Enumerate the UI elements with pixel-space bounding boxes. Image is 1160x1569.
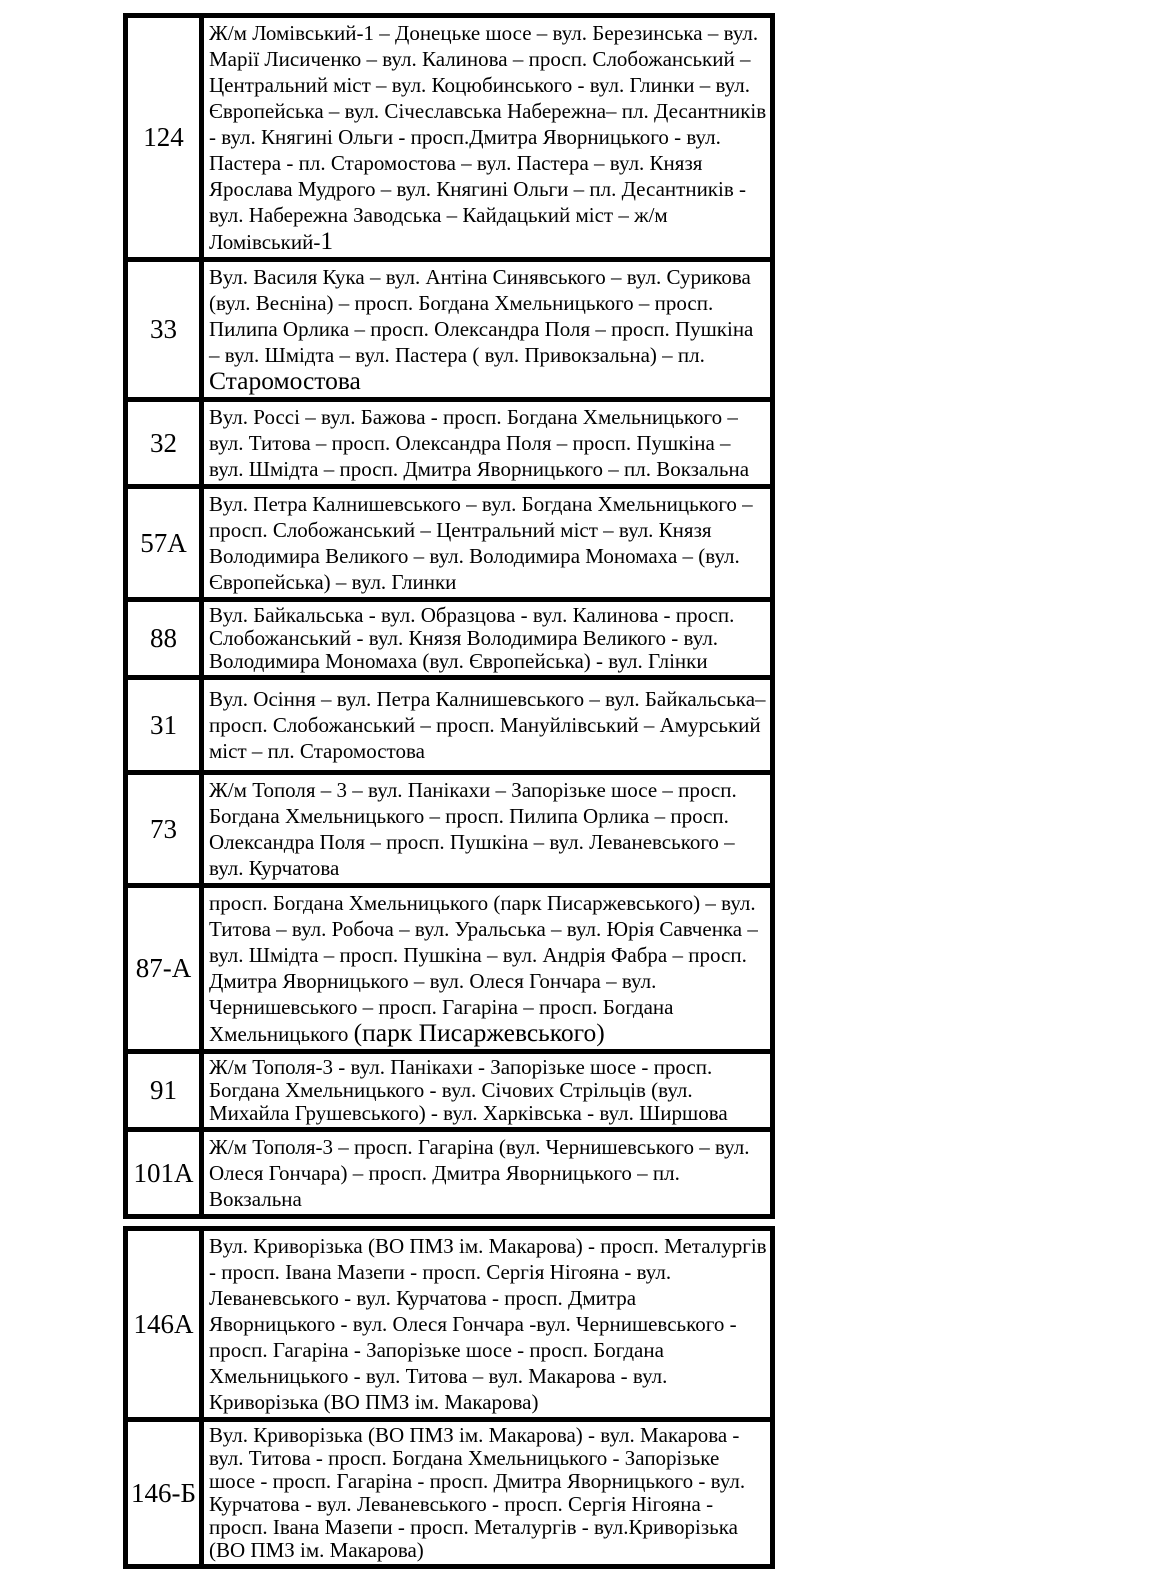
route-description-segment: просп. Богдана Хмельницького (парк Писаржевського) – вул. Титова – вул. Робоча – вул. Уральська – вул. Юрія Савченка – вул. Шмідта – просп. Пушкіна – вул. Андрія Фабра – просп. Дмитра Яворницького – вул. Олеся Гончара – вул. Чернишевського – просп. Гагаріна – просп. Богдана Хмельницького xyxy=(209,891,758,1046)
route-description-segment: Вул. Осіння – вул. Петра Калнишевського – вул. Байкальська– просп. Слобожанський – просп. Мануйлівський – Амурський міст – пл. Старомостова xyxy=(209,687,766,763)
table-row xyxy=(126,1229,773,1420)
route-description xyxy=(202,886,773,1052)
route-description xyxy=(202,773,773,886)
route-description xyxy=(202,678,773,773)
route-number: 87-А xyxy=(126,886,202,1052)
table-row xyxy=(126,487,773,600)
route-description-segment: Ж/м Тополя-3 - вул. Панікахи - Запорізьке шосе - просп. Богдана Хмельницького - вул. Січових Стрільців (вул. Михайла Грушевського) - вул. Харківська - вул. Ширшова xyxy=(209,1055,728,1125)
route-description xyxy=(202,16,773,260)
route-number: 146-Б xyxy=(126,1420,202,1567)
table-row xyxy=(126,1420,773,1567)
routes-table-upper-body xyxy=(126,16,773,1217)
route-description-large-segment: Старомостова xyxy=(209,366,361,395)
table-row xyxy=(126,1052,773,1130)
route-description-segment: Вул. Петра Калнишевського – вул. Богдана Хмельницького – просп. Слобожанський – Центральний міст – вул. Князя Володимира Великого – вул. Володимира Мономаха – (вул. Європейська) – вул. Глинки xyxy=(209,492,753,594)
routes-table-lower xyxy=(123,1226,775,1569)
table-row xyxy=(126,678,773,773)
route-description-segment: Вул. Байкальська - вул. Образцова - вул. Калинова - просп. Слобожанський - вул. Князя Володимира Великого - вул. Володимира Мономаха (вул. Європейська) - вул. Глінки xyxy=(209,603,735,673)
route-description xyxy=(202,400,773,487)
route-description-segment: Вул. Криворізька (ВО ПМЗ ім. Макарова) - вул. Макарова - вул. Титова - просп. Богдана Хмельницького - Запорізьке шосе - просп. Гагаріна - просп. Дмитра Яворницького - вул. Курчатова - вул. Леваневського - просп. Сергія Нігояна - просп. Івана Мазепи - просп. Металургів - вул.Криворізька (ВО ПМЗ ім. Макарова) xyxy=(209,1423,746,1562)
route-description-segment: Ж/м Ломівський-1 – Донецьке шосе – вул. Березинська – вул. Марії Лисиченко – вул. Калинова – просп. Слобожанський – Центральний міст – вул. Коцюбинського - вул. Глинки – вул. Європейська – вул. Січеславська Набережна– пл. Десантників - вул. Княгині Ольги - просп.Дмитра Яворницького - вул. Пастера - пл. Старомостова – вул. Пастера – вул. Князя Ярослава Мудрого – вул. Княгині Ольги – пл. Десантників - вул. Набережна Заводська – Кайдацький міст – ж/м Ломівський- xyxy=(209,21,767,254)
route-number: 31 xyxy=(126,678,202,773)
route-description xyxy=(202,487,773,600)
route-description xyxy=(202,1052,773,1130)
route-description-segment: Вул. Криворізька (ВО ПМЗ ім. Макарова) - просп. Металургів - просп. Івана Мазепи - просп. Сергія Нігояна - вул. Леваневського - вул. Курчатова - просп. Дмитра Яворницького - вул. Олеся Гончара -вул. Чернишевського - просп. Гагаріна - Запорізьке шосе - просп. Богдана Хмельницького - вул. Титова – вул. Макарова - вул. Криворізька (ВО ПМЗ ім. Макарова) xyxy=(209,1234,767,1414)
table-row xyxy=(126,600,773,678)
route-description-segment: Ж/м Тополя-3 – просп. Гагаріна (вул. Чернишевського – вул. Олеся Гончара) – просп. Дмитра Яворницького – пл. Вокзальна xyxy=(209,1135,750,1211)
route-number: 146А xyxy=(126,1229,202,1420)
route-description-segment: Вул. Василя Кука – вул. Антіна Синявського – вул. Сурикова (вул. Весніна) – просп. Богдана Хмельницького – просп. Пилипа Орлика – просп. Олександра Поля – просп. Пушкіна – вул. Шмідта – вул. Пастера ( вул. Привокзальна) – пл. xyxy=(209,265,754,367)
route-description xyxy=(202,600,773,678)
route-number: 32 xyxy=(126,400,202,487)
route-description xyxy=(202,1130,773,1217)
route-number: 101А xyxy=(126,1130,202,1217)
table-row xyxy=(126,260,773,400)
table-row xyxy=(126,773,773,886)
route-number: 57А xyxy=(126,487,202,600)
route-description-segment: Вул. Россі – вул. Бажова - просп. Богдана Хмельницького – вул. Титова – просп. Олександра Поля – просп. Пушкіна – вул. Шмідта – просп. Дмитра Яворницького – пл. Вокзальна xyxy=(209,405,750,481)
route-number: 88 xyxy=(126,600,202,678)
route-description xyxy=(202,1420,773,1567)
route-description xyxy=(202,260,773,400)
table-row xyxy=(126,16,773,260)
route-number: 73 xyxy=(126,773,202,886)
table-row xyxy=(126,400,773,487)
routes-table-upper xyxy=(123,13,775,1219)
table-row xyxy=(126,886,773,1052)
route-number: 91 xyxy=(126,1052,202,1130)
routes-table-lower-body xyxy=(126,1229,773,1567)
route-description-large-segment: 1 xyxy=(320,226,334,255)
table-row xyxy=(126,1130,773,1217)
route-description xyxy=(202,1229,773,1420)
route-number: 33 xyxy=(126,260,202,400)
route-description-large-segment: (парк Писаржевського) xyxy=(353,1018,605,1047)
route-description-segment: Ж/м Тополя – 3 – вул. Панікахи – Запорізьке шосе – просп. Богдана Хмельницького – просп. Пилипа Орлика – просп. Олександра Поля – просп. Пушкіна – вул. Леваневського – вул. Курчатова xyxy=(209,778,737,880)
document-page xyxy=(0,13,1160,1562)
route-number: 124 xyxy=(126,16,202,260)
